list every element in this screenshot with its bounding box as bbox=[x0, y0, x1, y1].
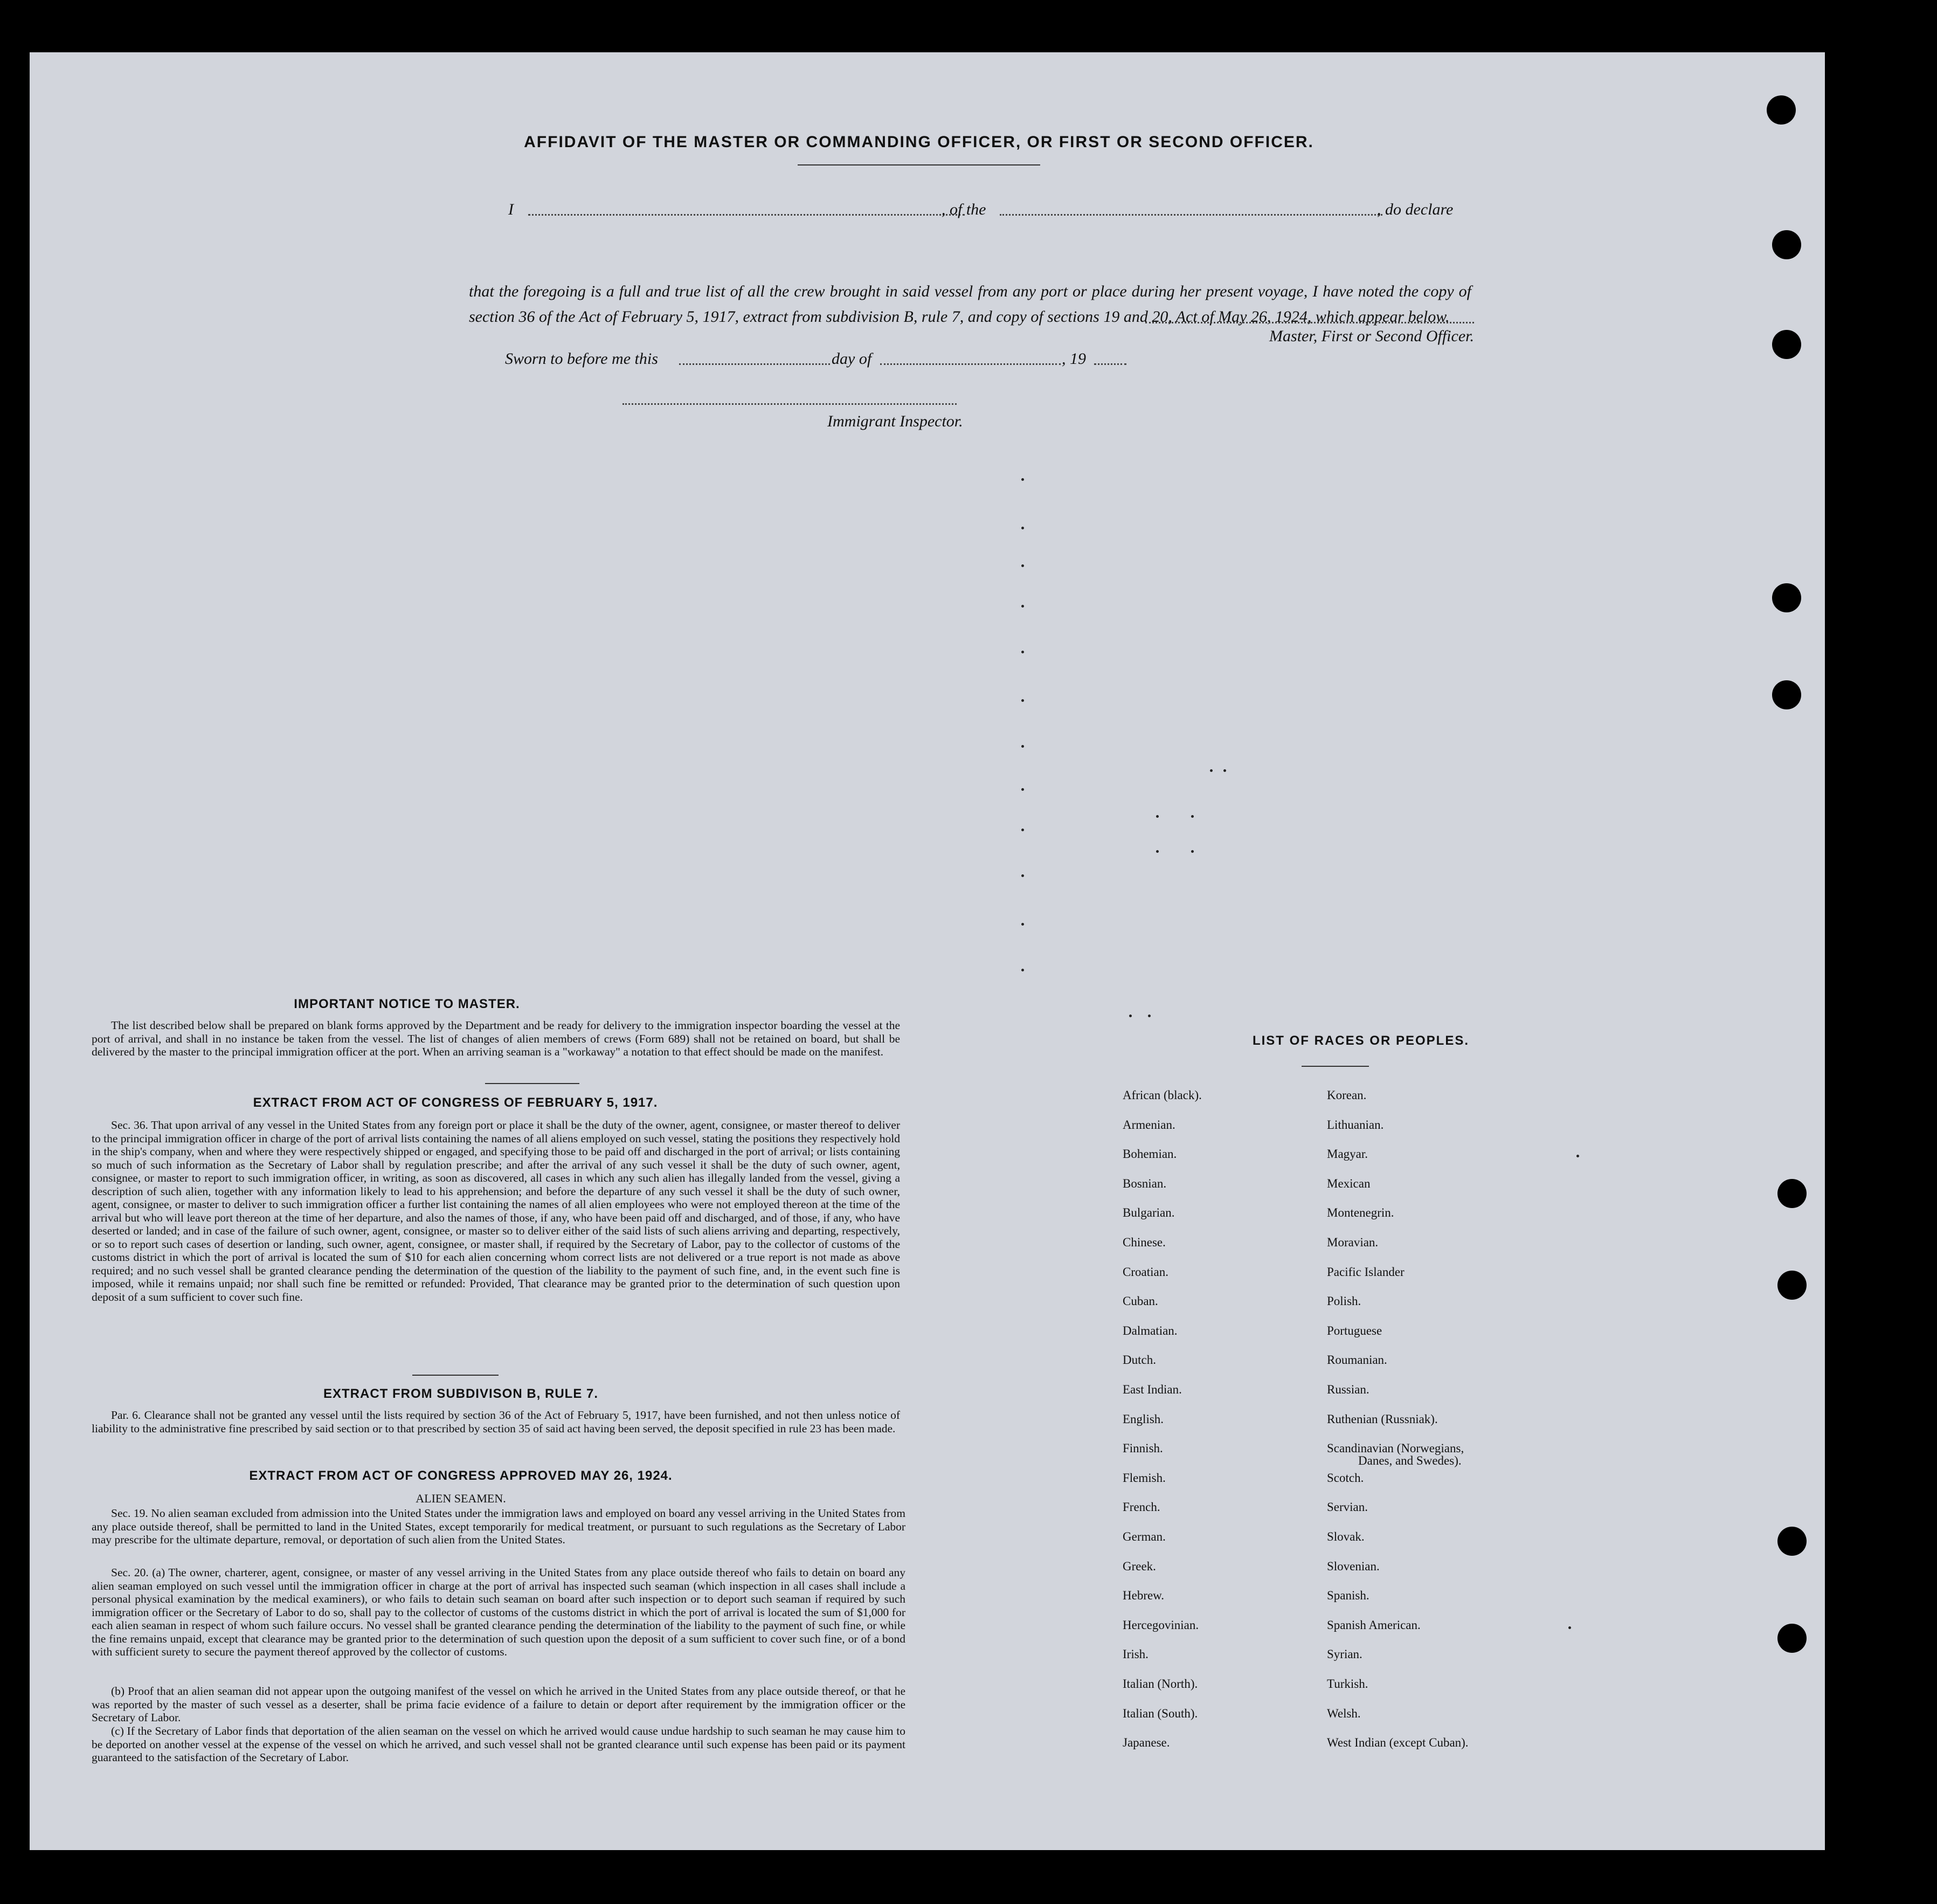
affidavit-title: AFFIDAVIT OF THE MASTER OR COMMANDING OFFICER, OR FIRST OR SECOND OFFICER. bbox=[524, 133, 1314, 151]
race-left-item: Bohemian. bbox=[1123, 1147, 1177, 1161]
race-right-item: Roumanian. bbox=[1327, 1353, 1387, 1367]
race-left-item: English. bbox=[1123, 1412, 1164, 1426]
race-right-item: Welsh. bbox=[1327, 1707, 1361, 1720]
subdivision-heading: EXTRACT FROM SUBDIVISON B, RULE 7. bbox=[323, 1386, 599, 1401]
race-right-item: Moravian. bbox=[1327, 1236, 1379, 1249]
race-right-item: Turkish. bbox=[1327, 1677, 1368, 1691]
binder-hole bbox=[1777, 1527, 1807, 1556]
extract-1917-text: Sec. 36. That upon arrival of any vessel in the United States from any foreign port or place it shall be the duty of the owner, agent, consignee, or master thereof to deliver to the principal immigration officer in charge of the port of arrival lists containing the names of all aliens employed on such vessel, stating the positions they respectively hold in the ship's company, when and where they were respectively shipped or engaged, and specifying those to be paid off and discharged in the port of arrival; or lists containing so much of such information as the Secretary of Labor shall by regulation prescribe; and after the arrival of any such vessel it shall be the duty of such owner, agent, consignee, or master to report to such immigration officer, in writing, as soon as discovered, all cases in which any such alien has illegally landed from the vessel, giving a description of such alien, together with any information likely to lead to his apprehension; and before the departure of any such vessel it shall be the duty of such owner, agent, consignee, or master to deliver to such immigration officer a further list containing the names of all alien employees who were not employed thereon at the time of the arrival but who will leave port thereon at the time of her departure, and also the names of those, if any, who have been paid off and discharged, and of those, if any, who have deserted or landed; and in case of the failure of such owner, agent, consignee, or master so to deliver either of the said lists of such aliens arriving and departing, respectively, or so to report such cases of desertion or landing, such owner, agent, consignee, or master shall, if required by the Secretary of Labor, pay to the collector of customs of the customs district in which the port of arrival is located the sum of $10 for each alien concerning whom correct lists are not delivered or a true report is not made as above required; and no such vessel shall be granted clearance pending the determination of the question of the liability to the payment of such fine, and, in the event such fine is imposed, while it remains unpaid; nor shall such fine be remitted or refunded: Provided, That clearance may be granted prior to the determination of such question upon deposit of a sum sufficient to cover such fine. bbox=[92, 1119, 900, 1303]
race-left-item: Japanese. bbox=[1123, 1736, 1170, 1749]
race-right-item: Korean. bbox=[1327, 1088, 1367, 1102]
notice-divider bbox=[485, 1083, 579, 1084]
extract-1924-heading: EXTRACT FROM ACT OF CONGRESS APPROVED MAY 26, 1924. bbox=[249, 1468, 673, 1483]
notice-heading: IMPORTANT NOTICE TO MASTER. bbox=[294, 997, 520, 1011]
race-left-item: Dalmatian. bbox=[1123, 1324, 1178, 1337]
binder-hole bbox=[1772, 583, 1801, 612]
race-right-item: Syrian. bbox=[1327, 1647, 1362, 1661]
race-left-item: Croatian. bbox=[1123, 1265, 1168, 1279]
master-signature-label: Master, First or Second Officer. bbox=[1269, 327, 1474, 345]
master-signature-field[interactable] bbox=[1145, 322, 1474, 323]
race-left-item: Armenian. bbox=[1123, 1118, 1175, 1132]
sec-20b-text: (b) Proof that an alien seaman did not appear upon the outgoing manifest of the vessel on which he arrived in the United States from any place outside thereof, or that he was reported by the master of such vessel as a deserter, shall be prima facie evidence of a failure to detain or deport after requirement by the immigration officer or the Secretary of Labor. bbox=[92, 1685, 905, 1724]
race-right-item: Servian. bbox=[1327, 1500, 1368, 1514]
sec-19-text: Sec. 19. No alien seaman excluded from admission into the United States under the immigration laws and employed on board any vessel arriving in the United States from any place outside thereof, shall be permitted to land in the United States, except temporarily for medical treatment, or pursuant to such regulations as the Secretary of Labor may prescribe for the ultimate departure, removal, or deportation of such alien from the United States. bbox=[92, 1507, 905, 1546]
race-right-item: Scotch. bbox=[1327, 1471, 1364, 1485]
binder-hole bbox=[1772, 230, 1801, 259]
race-right-item: Magyar. bbox=[1327, 1147, 1368, 1161]
race-left-item: Flemish. bbox=[1123, 1471, 1166, 1485]
day-of-label: day of bbox=[832, 350, 872, 368]
notice-text: The list described below shall be prepared on blank forms approved by the Department and be ready for delivery to the immigration inspector boarding the vessel at the port of arrival, and shall in no instance be taken from the vessel. The list of changes of alien members of crews (Form 689) shall not be retained on board, but shall be delivered by the master to the principal immigration officer at the port. When an arriving seaman is a "workaway" a notation to that effect should be made on the manifest. bbox=[92, 1019, 900, 1058]
race-right-item: Scandinavian (Norwegians, bbox=[1327, 1441, 1464, 1455]
affidavit-paragraph: that the foregoing is a full and true list of all the crew brought in said vessel from any port or place during her present voyage, I have noted the copy of section 36 of the Act of February 5, 1917, extract from subdivision B, rule 7, and copy of sections 19 and 20, Act of May 26, 1924, which appear below. bbox=[469, 282, 1471, 326]
title-underline bbox=[798, 164, 1040, 165]
subdivision-text: Par. 6. Clearance shall not be granted any vessel until the lists required by section 36 of the Act of February 5, 1917, have been furnished, and not then unless notice of liability to the administrative fine prescribed by said section or to that prescribed by section 35 of said act having been served, the deposit specified in rule 23 has been made. bbox=[92, 1409, 900, 1435]
race-right-item: West Indian (except Cuban). bbox=[1327, 1736, 1469, 1749]
do-declare-label: , do declare bbox=[1377, 201, 1454, 218]
race-right-item: Pacific Islander bbox=[1327, 1265, 1405, 1279]
race-left-item: Cuban. bbox=[1123, 1294, 1158, 1308]
vessel-field[interactable] bbox=[1000, 214, 1382, 216]
inspector-signature-field[interactable] bbox=[622, 403, 957, 405]
sworn-month-field[interactable] bbox=[880, 363, 1061, 365]
binder-hole bbox=[1777, 1624, 1807, 1653]
extract-1917-heading: EXTRACT FROM ACT OF CONGRESS OF FEBRUARY 5, 1917. bbox=[253, 1095, 658, 1110]
race-left-item: Bosnian. bbox=[1123, 1177, 1167, 1190]
race-left-item: French. bbox=[1123, 1500, 1160, 1514]
race-right-item: Spanish. bbox=[1327, 1589, 1369, 1602]
binder-hole bbox=[1767, 95, 1796, 125]
races-divider bbox=[1302, 1066, 1369, 1067]
sworn-label: Sworn to before me this bbox=[505, 350, 658, 368]
sworn-year-field[interactable] bbox=[1094, 363, 1126, 365]
race-right-item: Slovenian. bbox=[1327, 1560, 1380, 1573]
race-left-item: African (black). bbox=[1123, 1088, 1202, 1102]
races-heading: LIST OF RACES OR PEOPLES. bbox=[1252, 1033, 1470, 1048]
sec-20c-text: (c) If the Secretary of Labor finds that deportation of the alien seaman on the vessel on which he arrived would cause undue hardship to such seaman he may cause him to be deported on another vessel at the expense of the vessel on which he arrived, and such vessel shall not be granted clearance until such expense has been paid or its payment guaranteed to the satisfaction of the Secretary of Labor. bbox=[92, 1724, 905, 1764]
race-right-item: Slovak. bbox=[1327, 1530, 1365, 1543]
inspector-label: Immigrant Inspector. bbox=[827, 412, 963, 430]
race-right-item: Spanish American. bbox=[1327, 1618, 1421, 1632]
race-left-item: Finnish. bbox=[1123, 1441, 1163, 1455]
year-label: , 19 bbox=[1062, 350, 1086, 368]
race-right-item: Montenegrin. bbox=[1327, 1206, 1394, 1219]
name-field[interactable] bbox=[528, 214, 965, 216]
race-right-item: Mexican bbox=[1327, 1177, 1371, 1190]
race-right-item: Ruthenian (Russniak). bbox=[1327, 1412, 1438, 1426]
race-right-item: Portuguese bbox=[1327, 1324, 1382, 1337]
extract-1917-divider bbox=[412, 1375, 499, 1376]
race-right-item: Polish. bbox=[1327, 1294, 1361, 1308]
race-left-item: Italian (South). bbox=[1123, 1707, 1198, 1720]
sworn-day-field[interactable] bbox=[679, 363, 830, 365]
race-left-item: Hercegovinian. bbox=[1123, 1618, 1199, 1632]
race-left-item: East Indian. bbox=[1123, 1383, 1182, 1396]
race-left-item: Chinese. bbox=[1123, 1236, 1166, 1249]
document-page bbox=[30, 52, 1825, 1850]
binder-hole bbox=[1777, 1179, 1807, 1208]
alien-seamen-subheading: ALIEN SEAMEN. bbox=[416, 1492, 506, 1505]
race-left-item: Irish. bbox=[1123, 1647, 1149, 1661]
race-left-item: German. bbox=[1123, 1530, 1166, 1543]
binder-hole bbox=[1772, 680, 1801, 709]
race-left-item: Italian (North). bbox=[1123, 1677, 1198, 1691]
race-right-item: Lithuanian. bbox=[1327, 1118, 1384, 1132]
race-left-item: Greek. bbox=[1123, 1560, 1156, 1573]
race-scandinavian-cont: Danes, and Swedes). bbox=[1358, 1454, 1462, 1467]
binder-hole bbox=[1772, 330, 1801, 359]
race-left-item: Bulgarian. bbox=[1123, 1206, 1175, 1219]
race-left-item: Dutch. bbox=[1123, 1353, 1156, 1367]
affidavit-i-label: I bbox=[508, 201, 514, 218]
binder-hole bbox=[1777, 1271, 1807, 1300]
race-right-item: Russian. bbox=[1327, 1383, 1369, 1396]
of-the-label: , of the bbox=[942, 201, 986, 218]
sec-20a-text: Sec. 20. (a) The owner, charterer, agent, consignee, or master of any vessel arriving in the United States from any place outside thereof who fails to detain on board any alien seaman employed on such vessel until the immigration officer in charge at the port of arrival has inspected such seaman (which inspection in all cases shall include a personal physical examination by the medical examiners), or who fails to detain such seaman on board after such inspection or to deport such seaman if required by such immigration officer or the Secretary of Labor to do so, shall pay to the collector of customs of the customs district in which the port of arrival is located the sum of $1,000 for each alien seaman in respect of whom such failure occurs. No vessel shall be granted clearance pending the determination of the liability to the payment of such fine, or while the fine remains unpaid, except that clearance may be granted prior to the determination of such question upon the deposit of a sum sufficient to cover such fine, or of a bond with sufficient surety to secure the payment thereof approved by the collector of customs. bbox=[92, 1566, 905, 1658]
race-left-item: Hebrew. bbox=[1123, 1589, 1165, 1602]
